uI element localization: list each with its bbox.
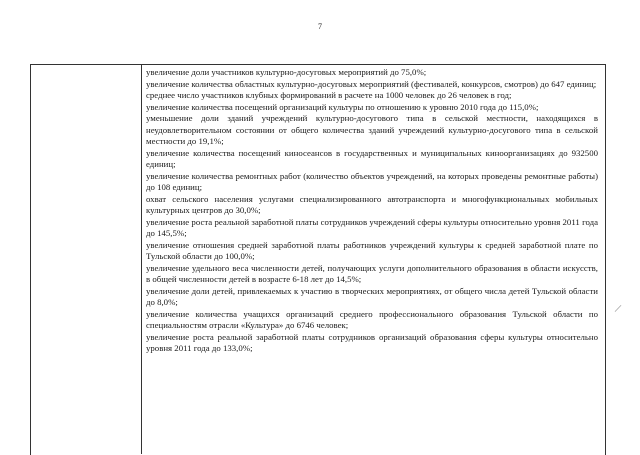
column-divider	[141, 64, 142, 454]
indicator-item: уменьшение доли зданий учреждений культурно-досугового типа в сельской местности, находящихся в неудовлетворительном состоянии от общего количества зданий учреждений культурно-досугового типа в сельской местности до 19,1%;	[146, 113, 598, 146]
indicator-item: увеличение количества областных культурно-досуговых мероприятий (фестивалей, конкурсов, смотров) до 647 единиц;	[146, 78, 597, 89]
page-number: 7	[318, 22, 322, 31]
indicator-item: увеличение количества ремонтных работ (количество объектов учреждений, на которых проведены ремонтные работы) до 108 единиц;	[146, 170, 598, 192]
indicator-item: увеличение доли детей, привлекаемых к участию в творческих мероприятиях, от общего числа детей Тульской области до 8,0%;	[146, 285, 598, 307]
indicator-list-cell	[146, 67, 598, 355]
indicator-item: среднее число участников клубных формирований в расчете на 1000 человек до 26 человек в год;	[146, 90, 512, 100]
indicator-item: увеличение количества учащихся организаций среднего профессионального образования Тульской области по специальностям отрасли «Культура» до 6746 человек;	[146, 308, 598, 330]
indicator-item: увеличение роста реальной заработной платы сотрудников учреждений сферы культуры относительно уровня 2011 года до 145,5%;	[146, 216, 598, 238]
indicator-item: увеличение доли участников культурно-досуговых мероприятий до 75,0%;	[146, 67, 427, 77]
indicator-item: увеличение роста реальной заработной платы сотрудников организаций образования сферы культуры относительно уровня 2011 года до 133,0%;	[146, 331, 598, 353]
indicator-item: охват сельского населения услугами специализированного автотранспорта и многофункциональных мобильных культурных центров до 30,0%;	[146, 193, 598, 215]
indicator-item: увеличение количества посещений киносеансов в государственных и муниципальных киноорганизациях до 932500 единиц;	[146, 147, 598, 169]
indicator-item: увеличение удельного веса численности детей, получающих услуги дополнительного образования в области искусств, в общей численности детей в возрасте 6-18 лет до 14,5%;	[146, 262, 598, 284]
margin-pen-mark: ⁄	[616, 302, 620, 316]
indicator-item: увеличение количества посещений организаций культуры по отношению к уровню 2010 года до 115,0%;	[146, 101, 539, 112]
indicator-item: увеличение отношения средней заработной платы работников учреждений культуры к средней заработной плате по Тульской области до 100,0%;	[146, 239, 598, 261]
